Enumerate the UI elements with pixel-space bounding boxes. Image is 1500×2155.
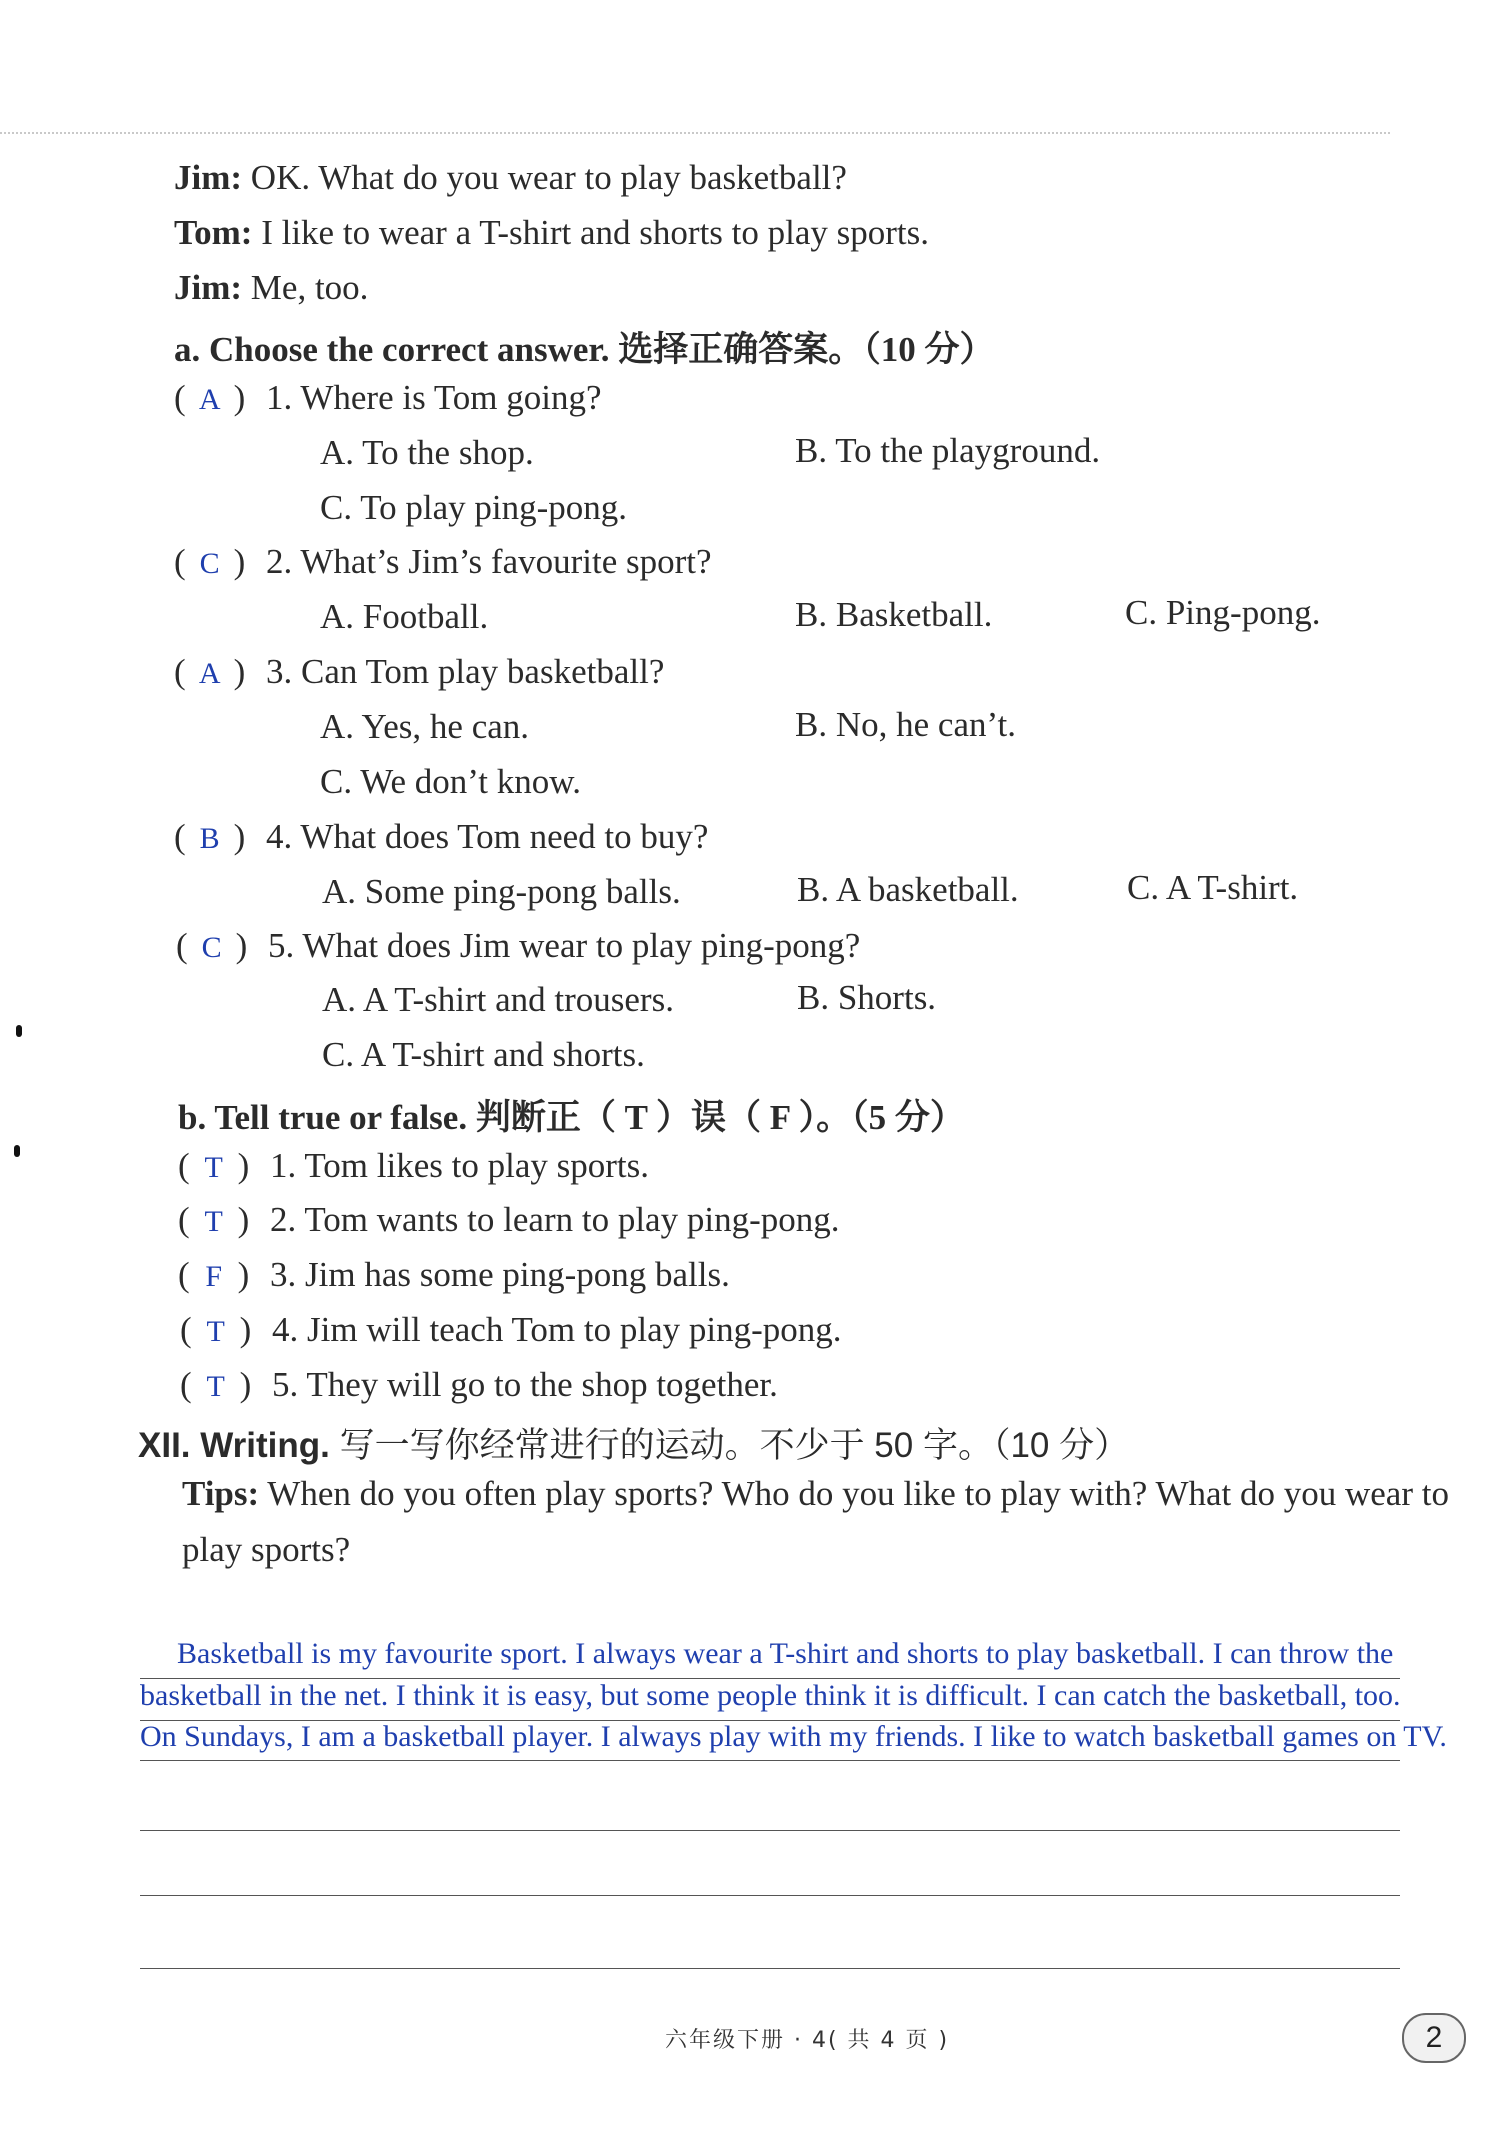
answer-value: T (204, 1151, 223, 1184)
dialogue-line-2 (174, 213, 929, 253)
option: B. Basketball. (795, 595, 993, 634)
answer-paren: ( F ) (178, 1255, 250, 1294)
question-5 (176, 926, 860, 966)
header-dotted-rule (0, 132, 1390, 134)
tips-label: Tips: (182, 1474, 260, 1513)
essay-line-3: On Sundays, I am a basketball player. I always play with my friends. I like to watch basketball games on TV. (140, 1720, 1447, 1753)
speaker: Jim: (174, 158, 243, 197)
section-b-heading: b. Tell true or false. 判断正（ T ）误（ F ）。（5 分） (178, 1098, 965, 1137)
essay-line-1: Basketball is my favourite sport. I always wear a T-shirt and shorts to play basketball. I can throw the (177, 1637, 1394, 1670)
option: C. To play ping-pong. (320, 488, 628, 527)
dialogue-line-1 (174, 158, 847, 198)
dialogue-line-3 (174, 268, 368, 308)
section-a-heading: a. Choose the correct answer. 选择正确答案。（10 分） (174, 330, 995, 369)
answer-paren: ( T ) (180, 1365, 252, 1404)
option: A. Football. (320, 597, 489, 636)
question-1 (174, 378, 602, 418)
option: C. A T-shirt and shorts. (322, 1035, 645, 1074)
option: B. Shorts. (797, 978, 937, 1017)
writing-heading-en: XII. Writing. (138, 1426, 330, 1465)
option: C. We don’t know. (320, 762, 581, 801)
option: A. Yes, he can. (320, 707, 530, 746)
tf-item-1 (178, 1146, 649, 1186)
question-text: 2. What’s Jim’s favourite sport? (266, 542, 712, 581)
answer-paren: ( A ) (174, 652, 246, 691)
answer-value: T (206, 1370, 225, 1403)
writing-rule (140, 1760, 1400, 1761)
tf-text: 1. Tom likes to play sports. (270, 1146, 649, 1185)
option: B. No, he can’t. (795, 705, 1016, 744)
option: A. Some ping-pong balls. (322, 872, 681, 911)
answer-paren: ( T ) (180, 1310, 252, 1349)
margin-mark (16, 1025, 22, 1037)
option: C. Ping-pong. (1125, 593, 1321, 632)
essay-line-2: basketball in the net. I think it is easy, but some people think it is difficult. I can catch the basketball, too. (140, 1679, 1401, 1712)
tf-text: 4. Jim will teach Tom to play ping-pong. (272, 1310, 842, 1349)
tf-text: 2. Tom wants to learn to play ping-pong. (270, 1200, 840, 1239)
answer-paren: ( C ) (176, 926, 248, 965)
question-3 (174, 652, 664, 692)
answer-value: A (198, 657, 221, 690)
dialogue-text: OK. What do you wear to play basketball? (242, 158, 847, 197)
answer-value: F (205, 1260, 222, 1293)
answer-paren: ( A ) (174, 378, 246, 417)
writing-rule (140, 1830, 1400, 1831)
answer-value: A (198, 383, 221, 416)
footer-text: 六年级下册 · 4( 共 4 页 ) (665, 2028, 950, 2053)
answer-paren: ( T ) (178, 1200, 250, 1239)
tf-text: 5. They will go to the shop together. (272, 1365, 778, 1404)
writing-heading-cn: 写一写你经常进行的运动。不少于 50 字。（10 分） (329, 1426, 1130, 1465)
answer-value: C (199, 547, 220, 580)
tf-item-5 (180, 1365, 778, 1405)
tf-item-4 (180, 1310, 842, 1350)
writing-tips (182, 1466, 1452, 1578)
option: A. A T-shirt and trousers. (322, 980, 674, 1019)
tf-item-2 (178, 1200, 839, 1240)
option: B. A basketball. (797, 870, 1019, 909)
question-2 (174, 542, 712, 582)
answer-value: T (206, 1315, 225, 1348)
dialogue-text: I like to wear a T-shirt and shorts to play sports. (252, 213, 930, 252)
answer-value: C (201, 931, 222, 964)
writing-rule (140, 1895, 1400, 1896)
question-text: 5. What does Jim wear to play ping-pong? (268, 926, 861, 965)
answer-paren: ( T ) (178, 1146, 250, 1185)
answer-paren: ( B ) (174, 817, 246, 856)
answer-value: B (199, 822, 220, 855)
tf-text: 3. Jim has some ping-pong balls. (270, 1255, 730, 1294)
option: C. A T-shirt. (1127, 868, 1299, 907)
question-text: 4. What does Tom need to buy? (266, 817, 709, 856)
question-text: 1. Where is Tom going? (266, 378, 602, 417)
speaker: Jim: (174, 268, 243, 307)
answer-paren: ( C ) (174, 542, 246, 581)
tips-text: When do you often play sports? Who do you like to play with? What do you wear to play sports? (182, 1474, 1449, 1569)
margin-mark (14, 1145, 20, 1157)
writing-rule (140, 1968, 1400, 1969)
speaker: Tom: (174, 213, 253, 252)
question-text: 3. Can Tom play basketball? (266, 652, 665, 691)
question-4 (174, 817, 708, 857)
option: B. To the playground. (795, 431, 1101, 470)
option: A. To the shop. (320, 433, 534, 472)
dialogue-text: Me, too. (242, 268, 369, 307)
page-number-badge: 2 (1402, 2013, 1466, 2063)
tf-item-3 (178, 1255, 730, 1295)
answer-value: T (204, 1205, 223, 1238)
writing-heading (138, 1418, 1129, 1468)
